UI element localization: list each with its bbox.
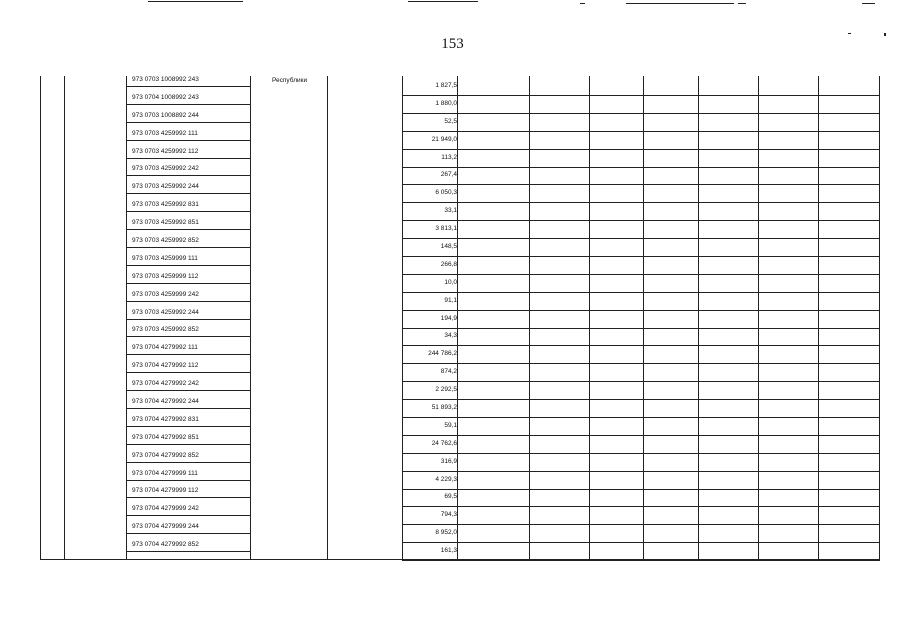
code-row-line bbox=[126, 551, 250, 552]
amount-cell: 8 952,0 bbox=[435, 529, 457, 536]
amount-row-line bbox=[402, 274, 880, 275]
code-row-line bbox=[126, 426, 250, 427]
code-row-line bbox=[126, 140, 250, 141]
scan-artifact bbox=[580, 3, 585, 4]
amount-row-line bbox=[402, 489, 880, 490]
budget-code-cell: 973 0703 4259999 242 bbox=[132, 291, 199, 298]
code-row-line bbox=[126, 86, 250, 87]
code-row-line bbox=[126, 390, 250, 391]
amount-row-line bbox=[402, 202, 880, 203]
budget-code-cell: 973 0703 1008892 244 bbox=[132, 112, 199, 119]
amount-row-line bbox=[402, 453, 880, 454]
scan-artifact bbox=[848, 33, 851, 34]
code-row-line bbox=[126, 211, 250, 212]
amount-row-line bbox=[402, 417, 880, 418]
amount-row-line bbox=[402, 238, 880, 239]
amount-cell: 91,1 bbox=[444, 297, 457, 304]
code-row-line bbox=[126, 193, 250, 194]
budget-code-cell: 973 0703 4259992 831 bbox=[132, 201, 199, 208]
amount-cell: 10,0 bbox=[444, 279, 457, 286]
scan-artifact bbox=[862, 3, 875, 4]
budget-code-cell: 973 0704 4279999 244 bbox=[132, 523, 199, 530]
amount-row-line bbox=[402, 363, 880, 364]
amount-cell: 51 893,2 bbox=[431, 404, 457, 411]
code-row-line bbox=[126, 283, 250, 284]
budget-code-cell: 973 0704 4279992 852 bbox=[132, 452, 199, 459]
amount-row-line bbox=[402, 184, 880, 185]
budget-code-cell: 973 0703 1008992 243 bbox=[132, 76, 199, 83]
budget-code-cell: 973 0704 1008992 243 bbox=[132, 94, 199, 101]
amount-row-line bbox=[402, 149, 880, 150]
amount-row-line bbox=[402, 435, 880, 436]
budget-code-cell: 973 0704 4279992 831 bbox=[132, 416, 199, 423]
amount-cell: 113,2 bbox=[441, 154, 457, 161]
amount-cell: 1 880,0 bbox=[435, 100, 457, 107]
budget-code-cell: 973 0703 4259992 244 bbox=[132, 309, 199, 316]
code-row-line bbox=[126, 497, 250, 498]
budget-code-cell: 973 0704 4279999 242 bbox=[132, 505, 199, 512]
amount-row-line bbox=[402, 560, 880, 561]
code-row-line bbox=[126, 462, 250, 463]
amount-cell: 33,1 bbox=[444, 207, 457, 214]
code-row-line bbox=[126, 265, 250, 266]
amount-row-line bbox=[402, 256, 880, 257]
budget-table bbox=[40, 76, 880, 559]
amount-cell: 316,9 bbox=[440, 458, 457, 465]
code-row-line bbox=[126, 372, 250, 373]
page-number: 153 bbox=[441, 36, 464, 52]
amount-row-line bbox=[402, 506, 880, 507]
amount-cell: 266,8 bbox=[440, 261, 457, 268]
code-row-line bbox=[126, 354, 250, 355]
amount-cell: 69,5 bbox=[444, 493, 457, 500]
amount-row-line bbox=[402, 328, 880, 329]
amount-row-line bbox=[402, 524, 880, 525]
budget-code-cell: 973 0704 4279999 112 bbox=[132, 487, 199, 494]
amount-cell: 4 229,3 bbox=[435, 476, 457, 483]
amount-row-line bbox=[402, 471, 880, 472]
amount-cell: 148,5 bbox=[440, 243, 457, 250]
amount-cell: 59,1 bbox=[444, 422, 457, 429]
code-row-line bbox=[126, 104, 250, 105]
code-row-line bbox=[126, 247, 250, 248]
budget-code-cell: 973 0704 4279992 112 bbox=[132, 362, 199, 369]
code-row-line bbox=[126, 515, 250, 516]
budget-code-cell: 973 0703 4259992 242 bbox=[132, 165, 199, 172]
budget-code-cell: 973 0703 4259992 111 bbox=[132, 130, 198, 137]
budget-code-cell: 973 0703 4259992 851 bbox=[132, 219, 199, 226]
amount-cell: 244 786,2 bbox=[428, 350, 457, 357]
amount-cell: 2 292,5 bbox=[435, 386, 457, 393]
amount-row-line bbox=[402, 542, 880, 543]
amount-row-line bbox=[402, 345, 880, 346]
budget-code-cell: 973 0704 4279992 244 bbox=[132, 398, 199, 405]
amount-cell: 52,5 bbox=[444, 118, 457, 125]
amount-row-line bbox=[402, 220, 880, 221]
amount-cell: 21 949,0 bbox=[431, 136, 457, 143]
amount-cell: 24 762,6 bbox=[431, 440, 457, 447]
amount-cell: 267,4 bbox=[440, 171, 457, 178]
code-row-line bbox=[126, 408, 250, 409]
table-column-line bbox=[250, 76, 251, 559]
code-row-line bbox=[126, 175, 250, 176]
budget-code-cell: 973 0704 4279992 851 bbox=[132, 434, 199, 441]
amount-row-line bbox=[402, 167, 880, 168]
budget-code-cell: 973 0704 4279992 242 bbox=[132, 380, 199, 387]
amount-row-line bbox=[402, 95, 880, 96]
amount-cell: 194,9 bbox=[440, 315, 457, 322]
code-row-line bbox=[126, 480, 250, 481]
amount-row-line bbox=[402, 131, 880, 132]
code-row-line bbox=[126, 444, 250, 445]
amount-cell: 34,3 bbox=[444, 332, 457, 339]
amount-cell: 3 813,1 bbox=[435, 225, 457, 232]
budget-code-cell: 973 0703 4259999 111 bbox=[132, 255, 198, 262]
budget-code-cell: 973 0703 4259992 244 bbox=[132, 183, 199, 190]
amount-row-line bbox=[402, 113, 880, 114]
code-row-line bbox=[126, 336, 250, 337]
amount-row-line bbox=[402, 310, 880, 311]
code-row-line bbox=[126, 229, 250, 230]
budget-code-cell: 973 0703 4259992 112 bbox=[132, 148, 199, 155]
amount-cell: 874,2 bbox=[440, 368, 457, 375]
amount-cell: 794,3 bbox=[440, 511, 457, 518]
table-column-line bbox=[327, 76, 328, 559]
budget-code-cell: 973 0703 4259992 852 bbox=[132, 326, 199, 333]
budget-code-cell: 973 0704 4279992 111 bbox=[132, 344, 198, 351]
amount-cell: 161,3 bbox=[440, 547, 457, 554]
budget-code-cell: 973 0704 4279992 852 bbox=[132, 541, 199, 548]
amount-cell: 1 827,5 bbox=[435, 82, 457, 89]
scan-artifact bbox=[408, 1, 478, 2]
budget-code-cell: 973 0703 4259999 112 bbox=[132, 273, 199, 280]
amount-row-line bbox=[402, 399, 880, 400]
scan-artifact bbox=[738, 3, 746, 4]
code-row-line bbox=[126, 301, 250, 302]
code-row-line bbox=[126, 122, 250, 123]
amount-row-line bbox=[402, 381, 880, 382]
scan-artifact bbox=[148, 1, 243, 2]
budget-code-cell: 973 0703 4259992 852 bbox=[132, 237, 199, 244]
code-row-line bbox=[126, 319, 250, 320]
code-row-line bbox=[126, 158, 250, 159]
amount-row-line bbox=[402, 292, 880, 293]
table-column-line bbox=[40, 76, 41, 559]
region-label: Республики bbox=[272, 77, 308, 84]
code-row-line bbox=[126, 533, 250, 534]
budget-code-cell: 973 0704 4279999 111 bbox=[132, 470, 198, 477]
table-column-line bbox=[64, 76, 65, 559]
scan-artifact bbox=[626, 3, 734, 4]
amount-cell: 6 050,3 bbox=[435, 189, 457, 196]
